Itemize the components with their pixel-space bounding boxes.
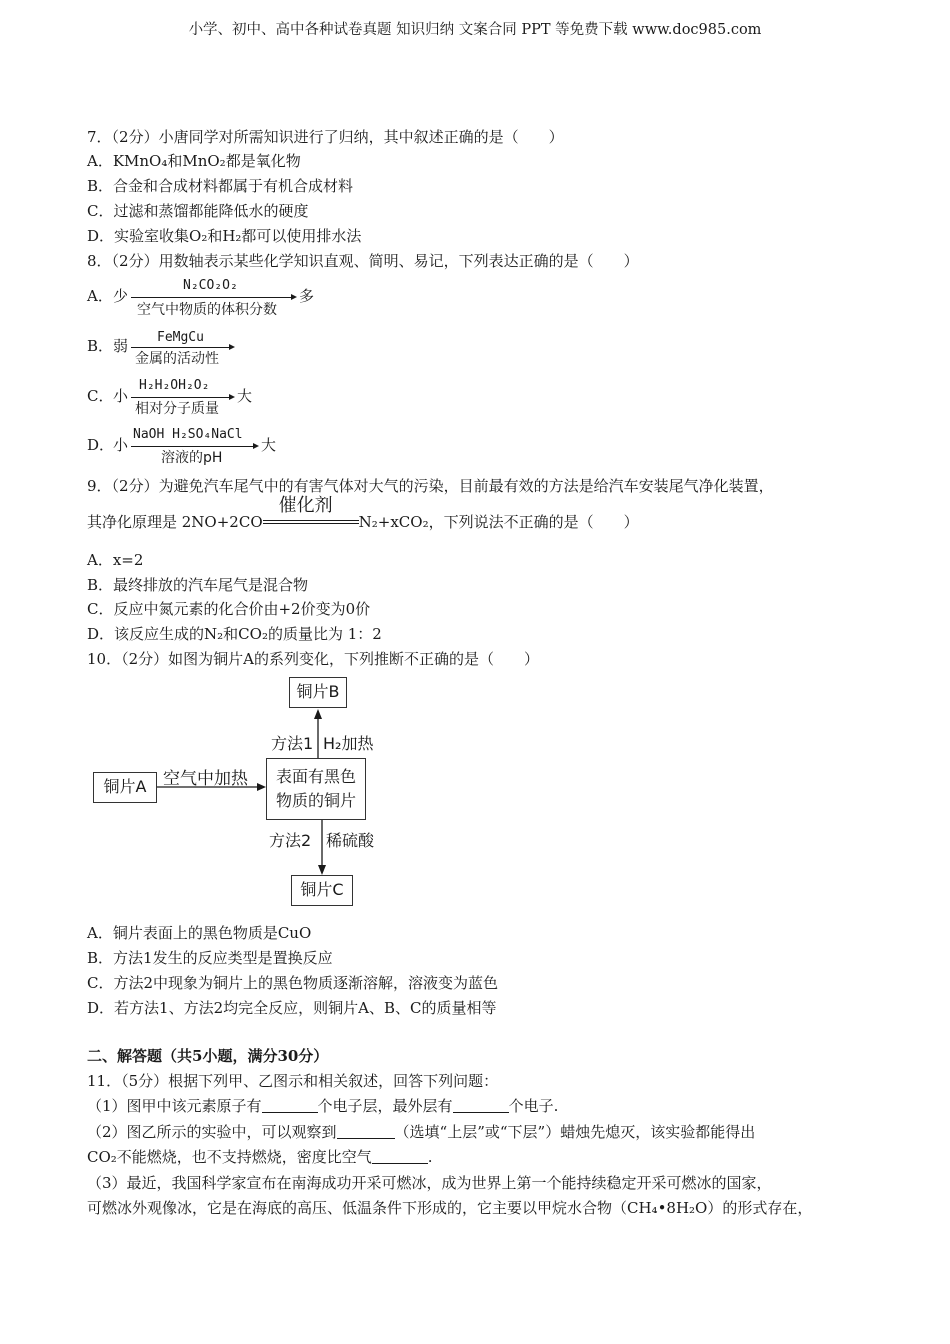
q9-option-b: B．最终排放的汽车尾气是混合物 — [87, 576, 309, 594]
q8-a-left: 少 — [113, 287, 129, 305]
q8-a-right: 多 — [299, 287, 315, 305]
q8-option-a-axis — [87, 278, 347, 322]
q11-p2-a: （2）图乙所示的实验中，可以观察到 — [87, 1123, 337, 1141]
q8-d-right: 大 — [261, 436, 277, 454]
q10-option-a: A．铜片表面上的黑色物质是CuO — [87, 924, 312, 942]
q8-b-letter: B． — [87, 337, 114, 355]
q8-c-axis-caption: 相对分子质量 — [135, 401, 219, 417]
q11-blank-4[interactable] — [372, 1149, 428, 1164]
q8-option-c-axis — [87, 378, 287, 418]
arrowhead-a-to-center — [257, 783, 266, 791]
q8-b-left: 弱 — [113, 337, 129, 355]
q11-blank-1[interactable] — [262, 1098, 318, 1113]
q7-option-b: B．合金和合成材料都属于有机合成材料 — [87, 177, 354, 195]
q9-option-a: A．x=2 — [87, 551, 144, 569]
q7-option-a: A．KMnO₄和MnO₂都是氧化物 — [87, 152, 301, 170]
q9-catalyst-arrow — [263, 495, 359, 532]
q8-d-axis-caption: 溶液的pH — [161, 450, 223, 466]
method1-label: 方法1 — [271, 734, 314, 753]
center-line-2: 物质的铜片 — [275, 791, 356, 810]
q9-stem: 9．（2分）为避免汽车尾气中的有害气体对大气的污染，目前最有效的方法是给汽车安装尾气净化装置， — [87, 477, 774, 495]
q7-option-c: C．过滤和蒸馏都能降低水的硬度 — [87, 202, 309, 220]
q11-p2-b: （选填“上层”或“下层”）蜡烛先熄灭，该实验都能得出 — [394, 1123, 756, 1141]
q9-equation-post: N₂+xCO₂，下列说法不正确的是（ ） — [358, 513, 639, 531]
q11-p2-c: CO₂不能燃烧，也不支持燃烧，密度比空气 — [87, 1148, 372, 1166]
q11-part1 — [87, 1096, 558, 1116]
q8-b-axis-caption: 金属的活动性 — [135, 351, 219, 367]
q11-stem: 11．（5分）根据下列甲、乙图示和相关叙述，回答下列问题： — [87, 1072, 499, 1090]
q11-p2-d: . — [427, 1148, 433, 1166]
q8-d-letter: D． — [87, 436, 115, 454]
q11-blank-2[interactable] — [453, 1098, 509, 1113]
page-header: 小学、初中、高中各种试卷真题 知识归纳 文案合同 PPT 等免费下载 www.doc985.com — [188, 22, 762, 38]
q8-stem: 8．（2分）用数轴表示某些化学知识直观、简明、易记，下列表达正确的是（ ） — [87, 252, 639, 270]
arrowhead-center-to-c — [318, 865, 326, 875]
q11-p1-a: （1）图甲中该元素原子有 — [87, 1097, 262, 1115]
q8-c-left: 小 — [113, 387, 129, 405]
copper-c-box: 铜片C — [291, 875, 353, 906]
q9-catalyst: 催化剂 — [278, 495, 333, 516]
q11-part2 — [87, 1122, 755, 1142]
q7-stem: 7．（2分）小唐同学对所需知识进行了归纳，其中叙述正确的是（ ） — [87, 128, 564, 146]
q8-d-left: 小 — [113, 436, 129, 454]
arrowhead-center-to-b — [314, 709, 322, 719]
q9-option-d: D．该反应生成的N₂和CO₂的质量比为 1：2 — [87, 625, 382, 643]
q8-b-top-labels: FeMgCu — [157, 330, 204, 345]
q11-part2-cont — [87, 1147, 433, 1167]
dilute-acid-label: 稀硫酸 — [326, 831, 375, 850]
q9-equation-pre: 其净化原理是 2NO+2CO — [87, 513, 263, 531]
q8-c-letter: C． — [87, 387, 114, 405]
center-line-1: 表面有黑色 — [275, 767, 356, 786]
copper-b-box: 铜片B — [289, 677, 347, 708]
q10-option-d: D．若方法1、方法2均完全反应，则铜片A、B、C的质量相等 — [87, 999, 497, 1017]
q11-part3-cont: 可燃冰外观像冰，它是在海底的高压、低温条件下形成的，它主要以甲烷水合物（CH₄•8H₂O）的形式存在， — [87, 1199, 813, 1217]
q7-option-d: D．实验室收集O₂和H₂都可以使用排水法 — [87, 227, 362, 245]
q8-a-axis-caption: 空气中物质的体积分数 — [137, 302, 277, 318]
q8-c-right: 大 — [237, 387, 253, 405]
method2-label: 方法2 — [269, 831, 312, 850]
q11-p1-b: 个电子层，最外层有 — [317, 1097, 453, 1115]
q9-option-c: C．反应中氮元素的化合价由+2价变为0价 — [87, 600, 371, 618]
q11-p1-c: 个电子. — [508, 1097, 559, 1115]
q11-blank-3[interactable] — [337, 1124, 395, 1139]
q10-arrows — [90, 676, 390, 912]
section-2-heading: 二、解答题（共5小题，满分30分） — [87, 1047, 329, 1065]
air-heat-label: 空气中加热 — [163, 769, 248, 789]
q10-option-b: B．方法1发生的反应类型是置换反应 — [87, 949, 333, 967]
q8-a-letter: A． — [87, 287, 113, 305]
q8-option-b-axis — [87, 330, 287, 370]
q8-option-d-axis — [87, 427, 307, 467]
q11-part3: （3）最近，我国科学家宣布在南海成功开采可燃冰，成为世界上第一个能持续稳定开采可燃冰的国家， — [87, 1174, 772, 1192]
q9-equation-line — [87, 495, 639, 532]
q8-c-top-labels: H₂H₂OH₂O₂ — [139, 378, 210, 393]
q8-a-top-labels: N₂CO₂O₂ — [183, 278, 238, 293]
copper-a-box: 铜片A — [93, 772, 157, 803]
q10-option-c: C．方法2中现象为铜片上的黑色物质逐渐溶解，溶液变为蓝色 — [87, 974, 499, 992]
h2-heat-label: H₂加热 — [323, 734, 374, 753]
q10-stem: 10．（2分）如图为铜片A的系列变化，下列推断不正确的是（ ） — [87, 650, 539, 668]
q8-d-top-labels: NaOH H₂SO₄NaCl — [133, 427, 243, 442]
q10-diagram — [90, 676, 390, 912]
